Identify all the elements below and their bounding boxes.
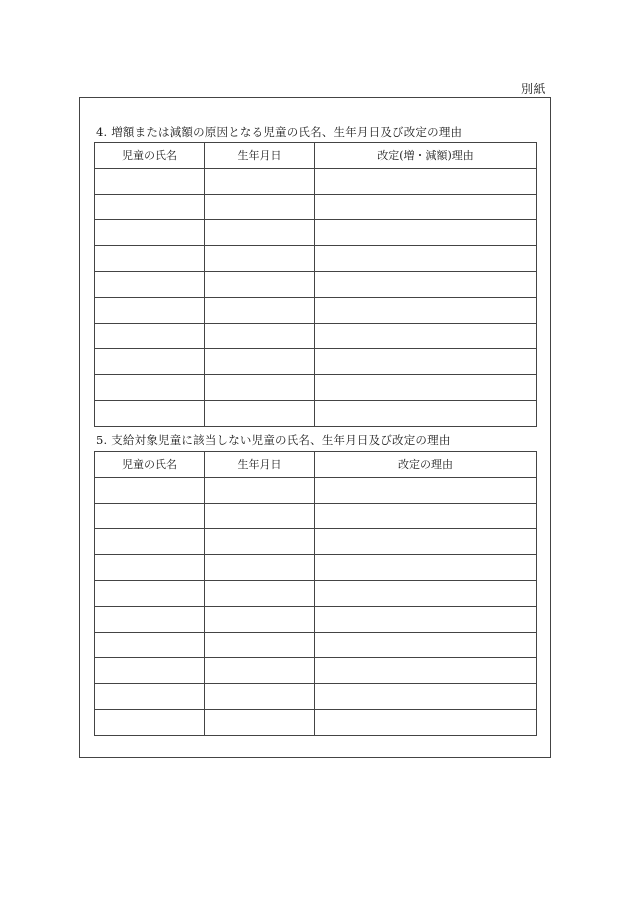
birthdate-cell[interactable] — [205, 375, 315, 401]
child-name-cell[interactable] — [95, 580, 205, 606]
birthdate-cell[interactable] — [205, 400, 315, 426]
birthdate-cell[interactable] — [205, 555, 315, 581]
child-name-cell[interactable] — [95, 529, 205, 555]
birthdate-cell[interactable] — [205, 220, 315, 246]
table-row — [95, 477, 537, 503]
reason-cell[interactable] — [315, 194, 537, 220]
reason-cell[interactable] — [315, 349, 537, 375]
birthdate-cell[interactable] — [205, 194, 315, 220]
table-header-row — [95, 143, 537, 169]
table-row — [95, 555, 537, 581]
child-name-cell[interactable] — [95, 246, 205, 272]
table-row — [95, 220, 537, 246]
child-name-cell[interactable] — [95, 400, 205, 426]
birthdate-cell[interactable] — [205, 168, 315, 194]
child-name-cell[interactable] — [95, 658, 205, 684]
child-name-cell[interactable] — [95, 709, 205, 735]
child-name-cell[interactable] — [95, 477, 205, 503]
table-row — [95, 400, 537, 426]
child-name-cell[interactable] — [95, 606, 205, 632]
birthdate-cell[interactable] — [205, 709, 315, 735]
reason-cell[interactable] — [315, 477, 537, 503]
section-4-heading: 4. 増額または減額の原因となる児童の氏名、生年月日及び改定の理由 — [96, 125, 463, 139]
table-row — [95, 194, 537, 220]
birthdate-cell[interactable] — [205, 684, 315, 710]
table-row — [95, 168, 537, 194]
child-name-cell[interactable] — [95, 684, 205, 710]
reason-cell[interactable] — [315, 297, 537, 323]
child-name-cell[interactable] — [95, 632, 205, 658]
column-header-birthdate: 生年月日 — [205, 143, 315, 169]
table-row — [95, 529, 537, 555]
section-5-heading: 5. 支給対象児童に該当しない児童の氏名、生年月日及び改定の理由 — [96, 433, 451, 447]
reason-cell[interactable] — [315, 168, 537, 194]
reason-cell[interactable] — [315, 684, 537, 710]
table-row — [95, 606, 537, 632]
reason-cell[interactable] — [315, 606, 537, 632]
birthdate-cell[interactable] — [205, 632, 315, 658]
birthdate-cell[interactable] — [205, 580, 315, 606]
reason-cell[interactable] — [315, 323, 537, 349]
table-row — [95, 580, 537, 606]
table-row — [95, 297, 537, 323]
child-name-cell[interactable] — [95, 194, 205, 220]
child-name-cell[interactable] — [95, 503, 205, 529]
section-5-table — [94, 451, 537, 736]
child-name-cell[interactable] — [95, 375, 205, 401]
birthdate-cell[interactable] — [205, 271, 315, 297]
reason-cell[interactable] — [315, 658, 537, 684]
child-name-cell[interactable] — [95, 168, 205, 194]
birthdate-cell[interactable] — [205, 529, 315, 555]
reason-cell[interactable] — [315, 246, 537, 272]
reason-cell[interactable] — [315, 220, 537, 246]
birthdate-cell[interactable] — [205, 606, 315, 632]
child-name-cell[interactable] — [95, 323, 205, 349]
child-name-cell[interactable] — [95, 271, 205, 297]
table-row — [95, 503, 537, 529]
table-row — [95, 684, 537, 710]
column-header-birthdate: 生年月日 — [205, 452, 315, 478]
birthdate-cell[interactable] — [205, 246, 315, 272]
reason-cell[interactable] — [315, 580, 537, 606]
attachment-label: 別紙 — [520, 82, 546, 96]
child-name-cell[interactable] — [95, 349, 205, 375]
table-row — [95, 349, 537, 375]
birthdate-cell[interactable] — [205, 297, 315, 323]
column-header-child-name: 児童の氏名 — [95, 143, 205, 169]
birthdate-cell[interactable] — [205, 658, 315, 684]
column-header-reason: 改定の理由 — [315, 452, 537, 478]
table-row — [95, 246, 537, 272]
section-4-table — [94, 142, 537, 427]
birthdate-cell[interactable] — [205, 477, 315, 503]
birthdate-cell[interactable] — [205, 349, 315, 375]
column-header-reason: 改定(増・減額)理由 — [315, 143, 537, 169]
child-name-cell[interactable] — [95, 220, 205, 246]
child-name-cell[interactable] — [95, 297, 205, 323]
reason-cell[interactable] — [315, 503, 537, 529]
table-row — [95, 632, 537, 658]
reason-cell[interactable] — [315, 709, 537, 735]
reason-cell[interactable] — [315, 555, 537, 581]
child-name-cell[interactable] — [95, 555, 205, 581]
reason-cell[interactable] — [315, 271, 537, 297]
table-header-row — [95, 452, 537, 478]
table-row — [95, 375, 537, 401]
reason-cell[interactable] — [315, 529, 537, 555]
reason-cell[interactable] — [315, 632, 537, 658]
table-row — [95, 658, 537, 684]
table-row — [95, 709, 537, 735]
reason-cell[interactable] — [315, 375, 537, 401]
table-row — [95, 271, 537, 297]
table-row — [95, 323, 537, 349]
column-header-child-name: 児童の氏名 — [95, 452, 205, 478]
birthdate-cell[interactable] — [205, 323, 315, 349]
reason-cell[interactable] — [315, 400, 537, 426]
birthdate-cell[interactable] — [205, 503, 315, 529]
